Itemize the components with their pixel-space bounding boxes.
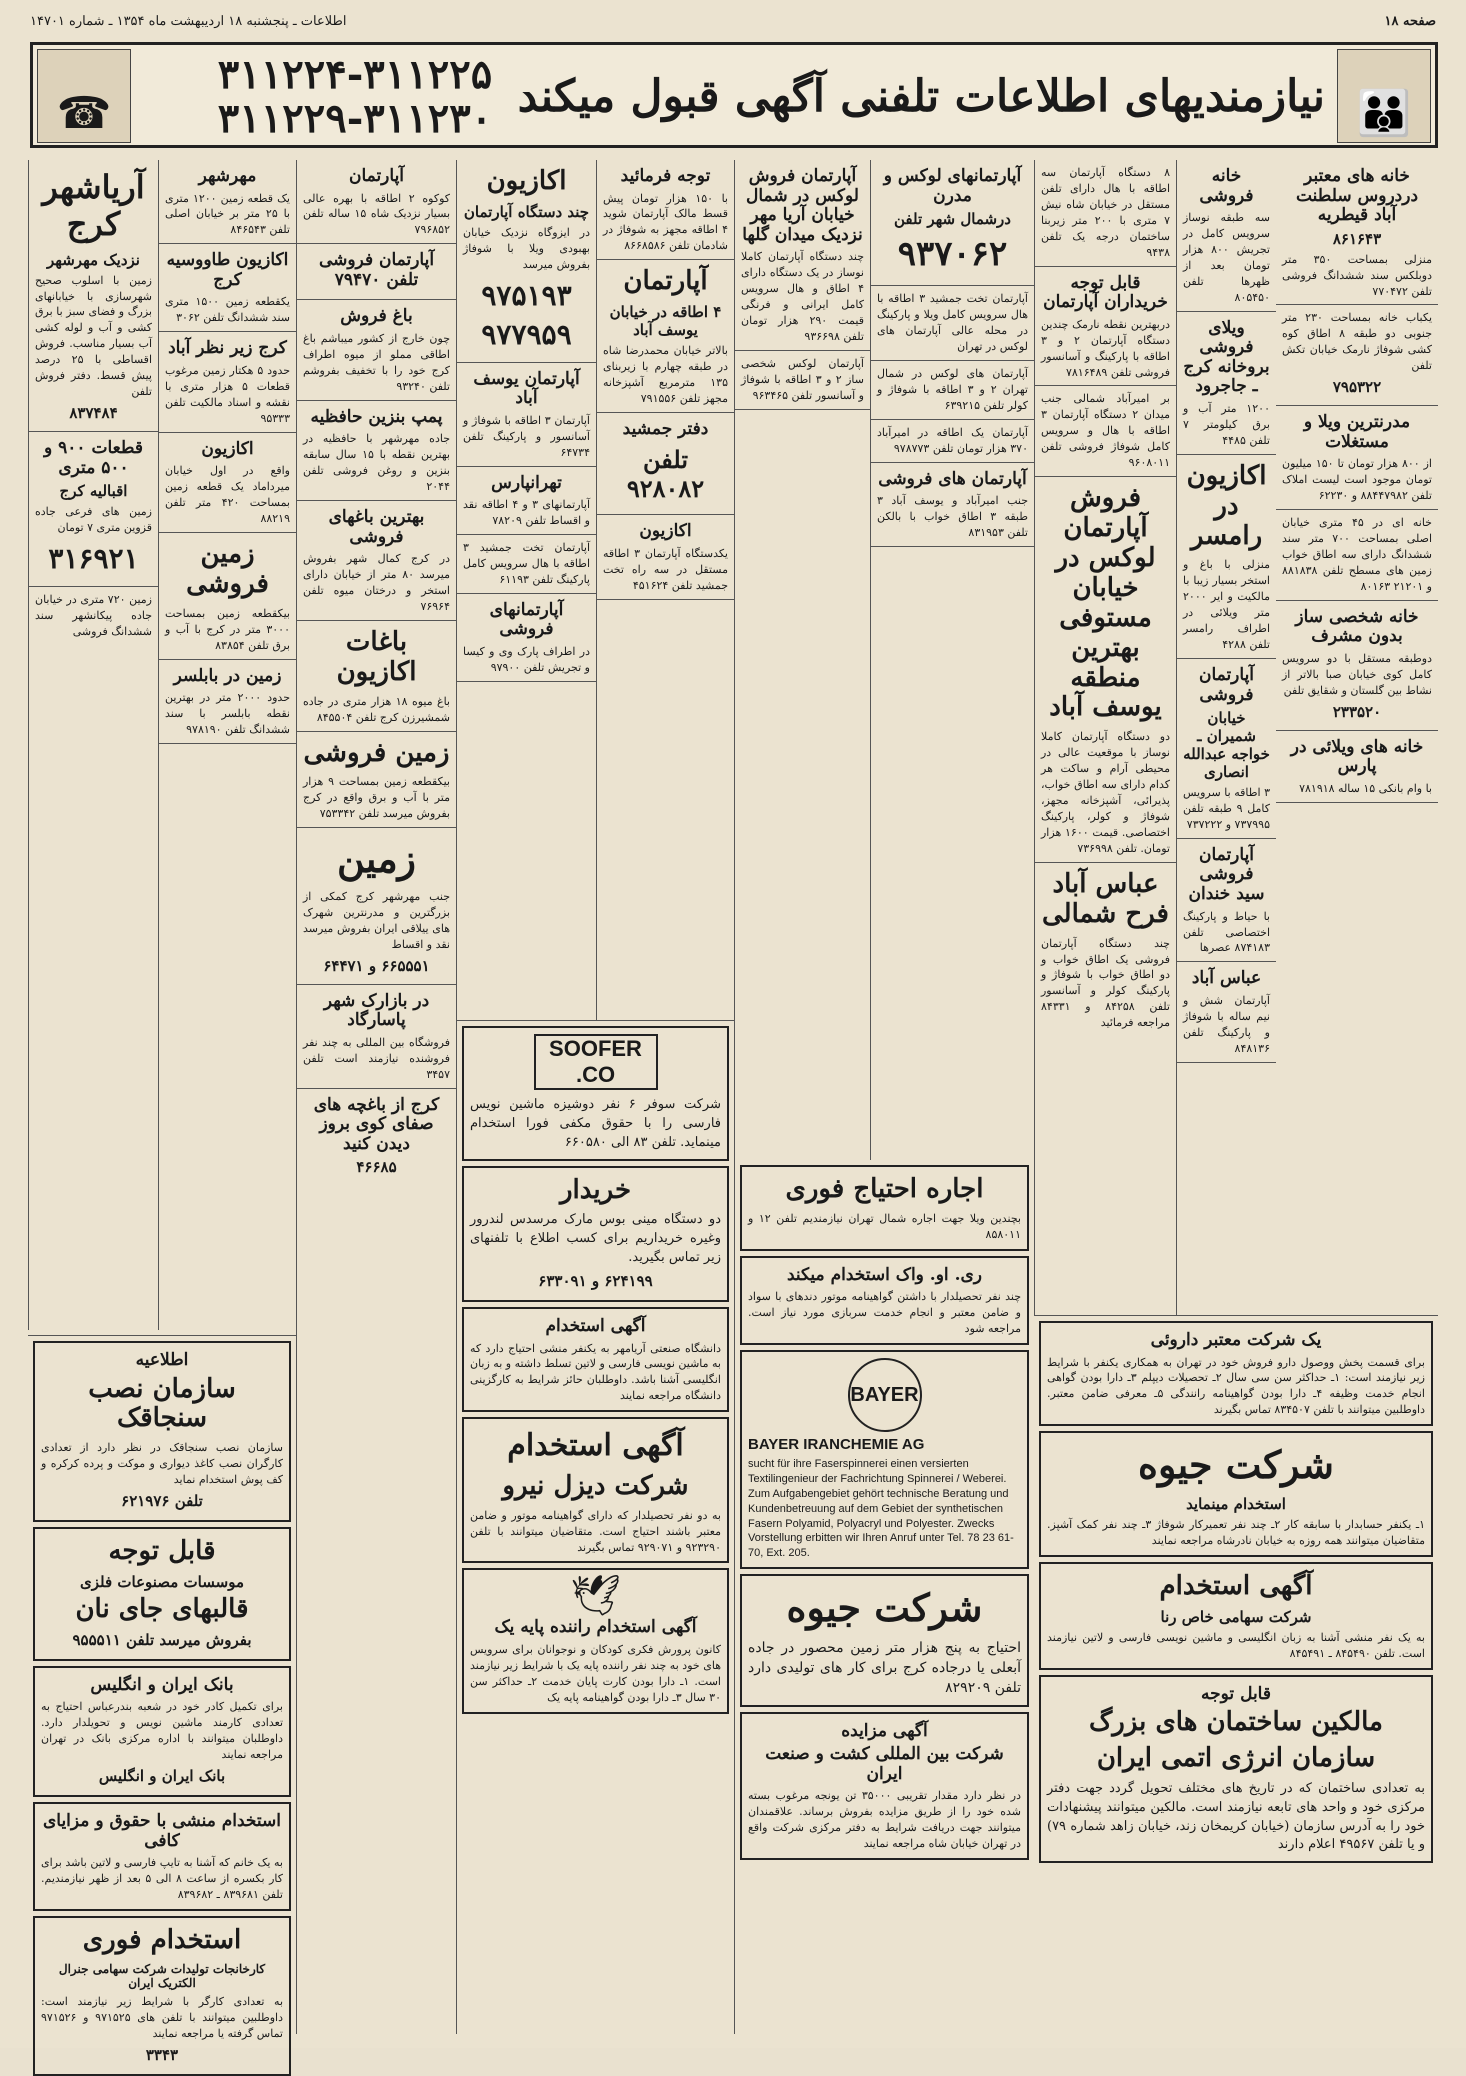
ad-text: بالاتر خیابان محمدرضا شاه در طبقه چهارم با زیربنای ۱۳۵ مترمربع آشپزخانه مجهز تلفن ۷۹۱۵۵۶ (603, 344, 728, 405)
ad-text: چند دستگاه آپارتمان فروشی یک اطاق خواب و دو اطاق خواب با شوفاژ و پارکینگ کولر و آسانسور تلفن ۸۴۲۵۸ و ۸۴۳۳۱ مراجعه فرمائید (1041, 936, 1170, 1030)
column-7 (28, 160, 158, 1330)
ad-mostofi-luxury (1035, 477, 1176, 863)
ad-text: واقع در اول خیابان میرداماد یک قطعه زمین بمساحت ۴۲۰ متر تلفن ۸۸۲۱۹ (165, 464, 290, 525)
ad-text: زمین های فرعی جاده قزوین متری ۷ تومان (35, 505, 152, 535)
ad-kokooh-apt (297, 160, 456, 244)
ad-text: آپارتمان تخت جمشید ۳ اطاقه با هال سرویس کامل ویلا و پارکینگ در محله عالی آپارتمان های لوکس در تهران (877, 292, 1028, 353)
ad-title: خانه های ویلائی در پارس (1290, 736, 1424, 777)
ad-text: با حیاط و پارکینگ اختصاصی تلفن ۸۷۴۱۸۳ عصرها (1183, 909, 1270, 955)
ad-text: چند دستگاه آپارتمان کاملا نوساز در یک دستگاه دارای ۴ اطاق و هال سرویس کامل ایرانی و فرنگی قیمت ۲۹۰ هزار تومان تلفن ۹۳۶۶۹۸ (741, 250, 864, 343)
column-7b (158, 160, 296, 1330)
ad-title: اجاره احتیاج فوری (785, 1174, 984, 1204)
ad-text: یکدستگاه آپارتمان ۳ اطاقه مستقل در سه راه تخت جمشید تلفن ۴۵۱۶۲۴ (603, 547, 728, 592)
ad-buyer (462, 1166, 729, 1302)
ad-narmak-buyers (1035, 267, 1176, 387)
ad-text: به یک خانم که آشنا به تایپ فارسی و لاتین باشد برای کار بکسره از ساعت ۸ الی ۵ بعد از ظهر نیازمندیم. تلفن ۸۳۹۶۸۱ ـ ۸۳۹۶۸۲ (41, 1856, 283, 1902)
ad-phone: ۹۳۷۰۶۲ (897, 234, 1008, 275)
ad-text: در کرج کمال شهر بفروش میرسد ۸۰ متر از خیابان دارای استخر و درختان میوه تلفن ۷۶۹۶۴ (303, 552, 450, 613)
ad-soofer (462, 1026, 729, 1161)
ad-text: در نظر دارد مقدار تقریبی ۳۵۰۰۰ تن یونجه مرغوب بسته شده خود را از طریق مزایده بفروش برساند. علاقمندان میتوانند جهت دریافت شرایط به دفتر مرکزی شرکت واقع در تهران خیابان شاه مراجعه نمایند (748, 1789, 1021, 1851)
ad-text: ۸ دستگاه آپارتمان سه اطاقه با هال دارای تلفن مستقل در خیابان شاه نیش ۷ متری با ۲۰۰ متر زیربنا ساختمان درجه یک تلفن ۹۴۳۸ (1041, 166, 1170, 259)
ad-text: دو دستگاه مینی بوس مارک مرسدس لندرور وغیره خریداریم برای کسب اطلاع با تلفنهای زیر تماس بگیرید. (470, 1212, 721, 1266)
ad-title: آگهی استخدام (1159, 1570, 1313, 1601)
ad-diesel-niroo (462, 1417, 729, 1563)
ad-title: اطلاعیه (135, 1350, 189, 1370)
ad-best-gardens (297, 501, 456, 621)
issue-info: اطلاعات ـ پنجشنبه ۱۸ اردیبهشت ماه ۱۳۵۴ ـ شماره ۱۴۷۰۱ (30, 14, 347, 29)
ad-text: باغ میوه ۱۸ هزار متری در جاده شمشیرزن کرج تلفن ۸۴۵۵۰۴ (303, 694, 450, 724)
ad-title: پمپ بنزین حافظیه (310, 406, 443, 427)
ad-gas-station (297, 401, 456, 501)
ad-text: به تعدادی کارگر با شرایط زیر نیازمند است: داوطلبین میتوانند با تلفن های ۹۷۱۵۲۵ و ۹۷۱۵۲۶ تماس گرفته یا مراجعه نمایند (41, 1995, 283, 2040)
ad-title: ری. او. واک استخدام میکند (786, 1264, 983, 1285)
ad-urgent-rent (740, 1165, 1029, 1251)
ad-title: عباس آباد (1191, 968, 1262, 989)
ad-aryamehr-univ (462, 1307, 729, 1412)
ad-luxury-north (871, 160, 1034, 286)
ad-title: در بازارک شهر پاسارگاد (323, 990, 430, 1031)
ad-subtitle: مالکین ساختمان های بزرگ (1089, 1707, 1383, 1738)
ad-peykanshahr (29, 587, 158, 645)
ad-text: به تعدادی ساختمان که در تاریخ های مختلف تحویل گردد جهت دفتر مرکزی خود و واحد های تابعه نیازمند است. مالکین میتوانند پیشنهادات خود را به آدرس سازمان (خیابان کریمخان زند، خیابان زاهد شماره ۷۹) و یا تلفن ۴۹۵۶۷ اعلام دارند (1047, 1780, 1425, 1853)
ad-text: خانه ای در ۴۵ متری خیابان اصلی بمساحت ۷۰۰ متر سند ششدانگ دارای سه اطاق خواب زمین های مسطح تلفن ۸۸۱۸۳۸ و ۲۱۲۰۱ ۸۰۱۶۳ (1282, 516, 1432, 593)
ad-subtitle: نزدیک مهرشهر (47, 250, 140, 269)
ad-subtitle: درشمال شهر تلفن (894, 210, 1011, 229)
ad-title: آپارتمانهای لوکس و مدرن (883, 166, 1022, 206)
ad-title: آگهی استخدام (545, 1315, 646, 1336)
ad-karaj-land (159, 332, 296, 432)
ad-text: آپارتمان یک اطاقه در امیرآباد ۳۷۰ هزار تومان تلفن ۹۷۸۷۷۳ (877, 425, 1028, 455)
ad-text: یک قطعه زمین ۱۲۰۰ متری با ۲۵ متر بر خیابان اصلی تلفن ۸۴۶۵۴۳ (165, 191, 290, 237)
ad-phone: ۹۷۵۱۹۳ (481, 278, 572, 312)
ad-text: شرکت سوفر ۶ نفر دوشیزه ماشین نویس فارسی را با حقوق مکفی فورا استخدام مینماید. تلفن ۸۳ الی ۶۶۰۵۸۰ (470, 1097, 721, 1150)
ad-text: حدود ۵ هکتار زمین مرغوب قطعات ۵ هزار متری با نقشه و اسناد مالکیت تلفن ۹۵۳۳۳ (165, 363, 291, 425)
ad-land-sale (297, 732, 456, 829)
ad-subtitle: خیابان شمیران ـ خواجه عبدالله انصاری (1183, 709, 1270, 782)
ad-phone: تلفن ۶۲۱۹۷۶ (121, 1492, 203, 1511)
ad-title: عباس آباد فرح شمالی (1042, 868, 1169, 929)
ad-dorous-houses (1276, 160, 1438, 305)
ad-one-room (871, 420, 1034, 463)
woman-icon: ☎ (56, 88, 112, 139)
ad-text: بیکقطعه زمین بمساحت ۳۰۰۰ متر در کرج با آب و برق تلفن ۸۳۸۵۴ (165, 606, 290, 652)
ad-text: در ایزوگاه نزدیک خیابان بهبودی ویلا با شوفاژ بفروش میرسد (463, 225, 590, 271)
ad-jamshid-office (597, 413, 734, 516)
ad-takht-jamshid (871, 286, 1034, 361)
ad-text: منزلی بمساحت ۳۵۰ متر دوبلکس سند ششدانگ فروشی تلفن ۷۷۰۴۷۲ (1282, 252, 1433, 298)
ad-phone: ۸۳۷۴۸۴ (69, 404, 118, 423)
ad-text: زمین ۷۲۰ متری در خیابان جاده پیکانشهر سند ششدانگ فروشی (35, 593, 152, 638)
ad-luxury-apts (871, 361, 1034, 420)
ad-text: منزلی با باغ و استخر بسیار زیبا با مالکیت و ایر ۲۰۰۰ متر ویلائی در اطراف رامسر تلفن ۴۲۸۸ (1183, 558, 1270, 652)
kanoon-logo-icon: 🕊 (570, 1573, 621, 1620)
ad-phone: ۷۹۵۳۲۲ (1332, 378, 1382, 397)
ad-org: شرکت بین المللی کشت و صنعت ایران (765, 1744, 1004, 1784)
ad-phone: تلفن ۹۲۸۰۸۲ (626, 445, 705, 504)
ad-aryamehr-golha (735, 160, 870, 351)
ad-subtitle: اقبالیه کرج (59, 482, 128, 501)
ad-pharma-company (1039, 1321, 1433, 1426)
ad-title: دفتر جمشید (622, 418, 709, 439)
ad-pasargad-store (297, 985, 456, 1089)
ad-title: آپارتمان های فروشی (878, 468, 1027, 489)
ad-mehrshahr (159, 160, 296, 244)
ad-title: خانه فروشی (1199, 166, 1254, 206)
ad-title: قابل توجه (1201, 1683, 1271, 1704)
ad-text: sucht für ihre Faserspinnerei einen versierten Textilingenieur der Fachrichtung Spinnerei / Weberei. Zum Aufgabengebiet gehört technische Beratung und Kundenbetreuung auf dem Gebiet der synthetischen Fasern Polyamid, Polyacryl und Polyester. Zwecks Vorstellung erbitten wir Ihren Anruf unter Tel. 78 23 61-70, Ext. 205. (748, 1458, 1014, 1560)
ad-text: آپارتمان لوکس شخصی ساز ۲ و ۳ اطاقه با شوفاژ و آسانسور تلفن ۹۶۳۴۶۵ (741, 356, 864, 402)
ad-title: توجه فرمائید (620, 166, 711, 186)
ad-house-sale (1177, 160, 1276, 312)
soofer-logo: SOOFER CO. (534, 1034, 658, 1090)
ad-title: زمین فروشی (303, 737, 450, 768)
ad-org: سازمان نصب سنجاقک (88, 1373, 236, 1434)
ad-garden-sale (297, 300, 456, 400)
ad-title: آپارتمان فروشی سید خندان (1188, 844, 1265, 905)
ad-title: باغ فروش (340, 306, 413, 327)
woman-illustration (37, 49, 131, 143)
banner-phones-line2: ۳۱۱۲۲۹-۳۱۱۲۳۰ (217, 95, 493, 142)
ad-subtitle: موسسات مصنوعات فلزی (80, 1573, 244, 1592)
ad-private-built (735, 351, 870, 410)
ad-line: قالبهای جای نان (75, 1594, 249, 1625)
ad-text: احتیاج به پنج هزار متر زمین محصور در جاده آبعلی یا درجاده کرج برای کار های تولیدی دارد تلفن ۸۲۹۲۰۹ (748, 1639, 1021, 1697)
ad-mirdamad (159, 433, 296, 533)
page-number: صفحه ۱۸ (1384, 14, 1436, 29)
ad-title: شرکت جیوه (786, 1585, 983, 1631)
ad-text: سازمان نصب سنجاقک در نظر دارد از تعدادی کارگران نصب کاغذ دیواری و موکت و پرده کرکره و کف پوش استخدام نماید (41, 1441, 283, 1487)
ad-takht-jamshid-2 (457, 535, 596, 594)
column-3 (1034, 160, 1176, 1315)
ad-subtitle: چند دستگاه آپارتمان (463, 202, 590, 221)
ad-jiveh-land (740, 1574, 1029, 1707)
ad-gardens-occasion (297, 621, 456, 732)
ad-text: آپارتمان ۳ اطاقه با شوفاژ و آسانسور و پارکینگ تلفن ۶۴۷۳۴ (463, 413, 590, 459)
family-illustration (1337, 49, 1431, 143)
ad-text: زمین با اسلوب صحیح شهرسازی با خیابانهای بزرگ و فضای سبز با برق کشی و آب و لوله کشی آب بسیار مناسب. فروش اقساطی با ۲۵ درصد پیش قسط. دفتر فروش تلفن (35, 273, 152, 399)
ad-title: آپارتمان (623, 266, 708, 297)
ad-title: اکازیون در رامسر (1186, 460, 1267, 551)
ad-tehranpars (457, 467, 596, 535)
ad-title: آپارتمان فروشی تلفن ۷۹۴۷۰ (318, 250, 435, 290)
ad-title: قابل توجه (108, 1536, 216, 1567)
ad-sanjaghak (33, 1341, 291, 1522)
ad-title: کرج از باغچه های صفای کوی بروز دیدن کنید (313, 1094, 440, 1154)
ad-title: تهرانپارس (491, 472, 562, 493)
ad-babolsar (159, 660, 296, 744)
classifieds-banner (30, 42, 1438, 148)
ad-title: قابل توجه خریداران آپارتمان (1043, 272, 1168, 313)
ad-title: زمین فروشی (186, 538, 269, 599)
ad-text: فروشگاه بین المللی به چند نفر فروشنده نیازمند است تلفن ۳۴۵۷ (303, 1035, 450, 1081)
lower-left-block (28, 1335, 296, 2064)
ad-text: با ۱۵۰ هزار تومان پیش قسط مالک آپارتمان شوید ۴ اطاقه مجهز به شوفاژ در شادمان تلفن ۸۶۶۸۵۸۶ (603, 191, 728, 253)
family-icon: 👪 (1356, 88, 1412, 139)
ad-subtitle: استخدام مینماید (1186, 1494, 1286, 1513)
ad-text: جنب مهرشهر کرج کمکی از بزرگترین و مدرنترین شهرک های ییلاقی ایران بفروش میرسد نقد و اقساط (303, 889, 450, 951)
ad-title: خانه های معتبر دردروس سلطنت آباد قیطریه (1295, 166, 1419, 226)
ad-title: شرکت جیوه (1138, 1442, 1334, 1488)
ad-text: در اطراف پارک وی و کیسا و تجریش تلفن ۹۷۹۰۰ (463, 644, 590, 674)
ad-title: آپارتمان یوسف آباد (473, 368, 580, 409)
bayer-logo: BAYER (848, 1358, 922, 1432)
ad-text: بر امیرآباد شمالی جنب میدان ۲ دستگاه آپارتمان ۳ اطاقه با هال و سرویس کامل شوفاژ فروشی تلفن ۹۶۰۸۰۱۱ (1041, 392, 1170, 470)
column-4b (734, 160, 870, 1315)
ad-text: آپارتمان شش و نیم ساله با شوفاژ و پارکینگ تلفن ۸۴۸۱۳۶ (1183, 993, 1270, 1055)
ad-phone: ۸۶۱۶۴۳ (1332, 229, 1382, 248)
ad-modern-villas (1276, 406, 1438, 510)
ad-footer: بانک ایران و انگلیس (98, 1767, 226, 1786)
ad-house-700m (1276, 510, 1438, 601)
page-header (30, 14, 1436, 38)
ad-title: آگهی مزایده (841, 1720, 928, 1741)
ad-title: قطعات ۹۰۰ و ۵۰۰ متری (44, 438, 143, 478)
ad-text: از ۸۰۰ هزار تومان تا ۱۵۰ میلیون تومان موجود است لیست املاک تلفن ۸۸۴۴۷۹۸۲ و ۶۲۲۳۰ (1282, 457, 1432, 503)
ad-bread-molds (33, 1527, 291, 1661)
ad-yousefabad-apt (457, 363, 596, 467)
ad-text: یکباب خانه بمساحت ۲۳۰ متر جنوبی دو طبقه ۸ اطاق کوه کشی شوفاژ نارمک خیابان تکش تلفن (1282, 311, 1433, 373)
ad-8-apartments (1035, 160, 1176, 267)
ad-karaj-villa (1177, 312, 1276, 455)
ad-phones: ۶۲۴۱۹۹ و ۶۳۳۰۹۱ (538, 1271, 653, 1290)
ad-text: جنب امیرآباد و یوسف آباد ۳ طبقه ۳ اطاق خواب با بالکن تلفن ۸۳۱۹۵۳ (877, 494, 1028, 539)
ad-abbasabad-farah (1035, 863, 1176, 1036)
ad-phone: ۳۱۶۹۲۱ (48, 542, 139, 576)
ad-text: چون خارج از کشور میباشم باغ اطاقی مملو از میوه اطراف کرج خود را با تخفیف بفروشم تلفن ۹۳۲۴۰ (303, 332, 450, 393)
ad-title: زمین (336, 836, 417, 882)
ad-title: مدرنترین ویلا و مستغلات (1303, 412, 1411, 452)
ad-private-house (1276, 601, 1438, 731)
ad-subtitle: شرکت دیزل نیرو (502, 1470, 689, 1501)
ad-title: مهرشهر (198, 166, 257, 186)
ad-reo-wak (740, 1256, 1029, 1345)
ad-secretary (33, 1802, 291, 1911)
ad-text: بیکقطعه زمین بمساحت ۹ هزار متر با آب و برق واقع در کرج بفروش میرسد تلفن ۷۵۳۳۴۲ (303, 775, 450, 821)
ad-text: ۳ اطاقه با سرویس کامل ۹ طبقه تلفن ۷۳۷۹۹۵ و ۷۳۷۲۲۲ (1183, 786, 1271, 831)
ad-text: به دو نفر تحصیلدار که دارای گواهینامه موتور و ضامن معتبر باشند احتیاج است. متقاضیان میتوانند با تلفن ۹۲۳۲۹۰ و ۹۲۹۰۷۱ تماس بگیرند (470, 1508, 721, 1554)
ad-text: بچندین ویلا جهت اجاره شمال تهران نیازمندیم تلفن ۱۲ و ۸۵۸۰۱۱ (748, 1211, 1021, 1241)
ad-phone: ۲۳۳۵۲۰ (1332, 702, 1382, 721)
ad-bayer (740, 1350, 1029, 1569)
ad-text: چند نفر تحصیلدار با داشتن گواهینامه موتور دندهای با سواد و ضامن معتبر و انجام خدمت سربازی مورد نیاز است. مراجعه شود (748, 1290, 1021, 1336)
ad-title: آپارتمان فروشی (1198, 665, 1255, 705)
ad-amirabad (1035, 386, 1176, 477)
ad-title: آپارتمان (348, 166, 405, 186)
ad-apt-sale (297, 244, 456, 300)
ad-rena-hiring (1039, 1562, 1433, 1670)
ad-title: اکازیون طاووسیه کرج (166, 250, 289, 290)
ad-phone: ۳۳۴۳ (145, 2045, 179, 2064)
ad-phone: بفروش میرسد تلفن ۹۵۵۵۱۱ (72, 1630, 252, 1649)
ad-title: بهترین باغهای فروشی (328, 507, 425, 547)
ad-apartments-sale (457, 594, 596, 682)
ad-occasion (597, 515, 734, 599)
ad-text: به یک نفر منشی آشنا به زبان انگلیسی و ماشین نویسی فارسی و لاتین نیازمند است. تلفن ۸۴۵۴۹۰ ـ ۸۴۵۴۹۱ (1047, 1630, 1425, 1660)
ad-title: کرج زیر نظر آباد (168, 338, 287, 359)
ad-text: آپارتمان های لوکس در شمال تهران ۲ و ۳ اطاقه با شوفاژ و کولر تلفن ۶۳۹۲۱۵ (877, 366, 1028, 412)
ad-phone: ۶۶۵۵۵۱ و ۶۴۴۷۱ (323, 956, 430, 975)
ad-subtitle: کارخانجات تولیدات شرکت سهامی جنرال الکتریک ایران (58, 1962, 266, 1991)
ad-attention (597, 160, 734, 260)
ad-ramsar (1177, 455, 1276, 659)
ad-subtitle: ۴ اطاقه در خیابان یوسف آباد (609, 303, 722, 340)
ad-company: BAYER IRANCHEMIE AG (748, 1436, 925, 1454)
ad-title: فروش آپارتمان لوکس در خیابان مستوفی بهترین منطقه یوسف آباد (1049, 483, 1162, 723)
banner-title: نیازمندیهای اطلاعات تلفنی آگهی قبول میکند (517, 71, 1325, 122)
ad-title: اکازیون (486, 166, 567, 196)
ad-abbasabad (1177, 962, 1276, 1062)
ad-text: حدود ۲۰۰۰ متر در بهترین نقطه بابلسر با سند ششدانگ تلفن ۹۷۸۱۹۰ (165, 691, 291, 736)
ad-title: زمین در بابلسر (173, 665, 282, 686)
column-4 (870, 160, 1034, 1315)
ad-title: آگهی استخدام (507, 1428, 684, 1464)
middle-ads-block (734, 1160, 1034, 2034)
ad-text: سه طبقه نوساز سرویس کامل در تجریش ۸۰۰ هزار تومان بعد از ظهرها تلفن ۸۰۵۴۵۰ (1183, 211, 1270, 304)
column-6 (296, 160, 456, 2034)
ad-karaj-gardens (297, 1089, 456, 1186)
left-middle-block (456, 1020, 734, 2034)
ad-phone: ۴۶۶۸۵ (356, 1158, 397, 1177)
ad-text: برای تکمیل کادر خود در شعبه بندرعباس احتیاج به تعدادی کارمند ماشین نویس و تحویلدار دارد. داوطلبان میتوانند با اداره مرکزی بانک در تهران مراجعه نمایند (41, 1700, 283, 1762)
ad-occasion-apts (457, 160, 596, 363)
ad-title: اکازیون (639, 521, 692, 542)
ad-text: کوکوه ۲ اطاقه با بهره عالی بسیار نزدیک شاه ۱۵ ساله تلفن ۷۹۶۸۵۲ (303, 191, 450, 237)
ad-text: یکقطعه زمین ۱۵۰۰ متری سند ششدانگ تلفن ۳۰۶۲ (165, 295, 290, 325)
ad-text: با وام بانکی ۱۵ ساله ۷۸۱۹۱۸ (1299, 781, 1432, 795)
ad-title: خریدار (559, 1174, 632, 1205)
ad-driver-hiring (462, 1568, 729, 1713)
ad-text: جاده مهرشهر با حافظیه در بهترین نقطه با ۱۵ سال سابقه بنزین و روغن فروشی تلفن ۲۰۴۴ (303, 432, 450, 494)
ad-aryashahr (29, 160, 158, 432)
ad-text: دوطبقه مستقل با دو سرویس کامل کوی خیابان صبا بالاتر از نشاط بین گلستان و شقایق تلفن (1282, 651, 1432, 697)
ad-text: آپارتمانهای ۳ و ۴ اطاقه نقد و اقساط تلفن ۷۸۲۰۹ (463, 498, 590, 528)
ad-tavousieh (159, 244, 296, 332)
banner-phones (145, 53, 565, 141)
ad-title: یک شرکت معتبر داروئی (1150, 1330, 1322, 1350)
ad-atomic-energy (1039, 1675, 1433, 1864)
ad-text: دو دستگاه آپارتمان کاملا نوساز با موقعیت عالی در محیطی آرام و ساکت هر کدام دارای سه اطاق خواب، پذیرائی، آشپزخانه مجهز، شوفاژ و کولر، پارکینگ اختصاصی. قیمت ۱۶۰۰ هزار تومان. تلفن ۷۳۶۹۹۸ (1041, 730, 1170, 855)
banner-phones-line1: ۳۱۱۲۲۴-۳۱۱۲۲۵ (217, 51, 493, 98)
ad-narmak-house (1276, 305, 1438, 406)
ad-text: آپارتمان تخت جمشید ۳ اطاقه با هال سرویس کامل پارکینگ تلفن ۶۱۱۹۳ (463, 541, 590, 586)
ad-text: کانون پرورش فکری کودکان و نوجوانان برای سرویس های خود به چند نفر راننده پایه یک با شرایط زیر نیازمند است. ۱ـ دارا بودن کارت پایان خدمت ۲ـ حداکثر سن ۳۰ سال ۳ـ دارا بودن گواهینامه پایه یک (470, 1643, 721, 1704)
ad-phone: ۹۷۷۹۵۹ (481, 317, 572, 351)
ad-title: بانک ایران و انگلیس (90, 1674, 234, 1695)
ad-title: ویلای فروشی بروخانه کرج ـ جاجرود (1183, 317, 1270, 397)
ad-title: باغات اکازیون (336, 626, 417, 687)
ad-title: استخدام منشی با حقوق و مزایای کافی (42, 1811, 282, 1851)
ad-seyed-khandan (1177, 839, 1276, 962)
ad-title: آگهی استخدام راننده پایه یک (494, 1617, 697, 1638)
ad-pars-villas (1276, 731, 1438, 803)
ad-title: اکازیون (201, 438, 254, 459)
ad-text: دانشگاه صنعتی آریامهر به یکنفر منشی احتیاج دارد که به ماشین نویسی فارسی و لاتین تسلط داشته و به زبان انگلیسی آشنا باشد. داوطلبان حائز شرایط به کارگزینی دانشگاه مراجعه نمایند (470, 1341, 721, 1403)
ad-land-karaj-2 (159, 533, 296, 660)
lower-right-block (1034, 1315, 1438, 2035)
ad-eghbalieh (29, 432, 158, 587)
ad-amirabad-yousefabad (871, 463, 1034, 547)
ad-text: برای قسمت پخش ووصول دارو فروش خود در تهران به همکاری یکنفر با شرایط زیر نیازمند است: ۱ـ حداکثر سن سی سال ۲ـ تحصیلات دیپلم ۳ـ دارا بودن گواهی انجام خدمت وظیفه ۴ـ دارا بودن گواهینامه رانندگی ۵ـ معرفی ضامن معتبر. داوطلبین میتوانند با تلفن ۸۳۴۵۰۷ تماس بگیرند (1047, 1355, 1425, 1417)
ad-title: خانه شخصی ساز بدون مشرف (1295, 606, 1419, 647)
ad-auction (740, 1712, 1029, 1860)
ad-jiveh-hiring (1039, 1431, 1433, 1557)
ad-text: دربهترین نقطه نارمک چندین دستگاه آپارتمان ۲ و ۳ اطاقه با پارکینگ و آسانسور فروشی تلفن ۷۸۱۶۴۸۹ (1041, 317, 1170, 379)
ad-general-electric (33, 1916, 291, 2076)
ad-text: ۱ـ یکنفر حسابدار با سابقه کار ۲ـ چند نفر تعمیرکار شوفاژ ۳ـ چند نفر کمک آشپز. متقاضیان میتوانند همه روزه به خیابان نادرشاه مراجعه نمایند (1047, 1517, 1425, 1547)
ad-org: سازمان انرژی اتمی ایران (1096, 1743, 1376, 1774)
ad-title: آپارتمانهای فروشی (489, 599, 564, 640)
ad-apartment-shemiran (1177, 659, 1276, 839)
ad-subtitle: شرکت سهامی خاص رنا (1160, 1607, 1312, 1626)
ad-mehrshahr-land (297, 828, 456, 984)
ad-title: آپارتمان فروش لوکس در شمال خیابان آریا مهر نزدیک میدان گلها (742, 166, 863, 245)
ad-yousefabad-4room (597, 260, 734, 413)
ad-title: آریاشهر کرج (42, 168, 145, 243)
ad-title: استخدام فوری (82, 1925, 242, 1956)
ad-iran-british-bank (33, 1666, 291, 1797)
ad-text: ۱۲۰۰ متر آب و برق کیلومتر ۷ تلفن ۴۴۸۵ (1183, 401, 1270, 447)
